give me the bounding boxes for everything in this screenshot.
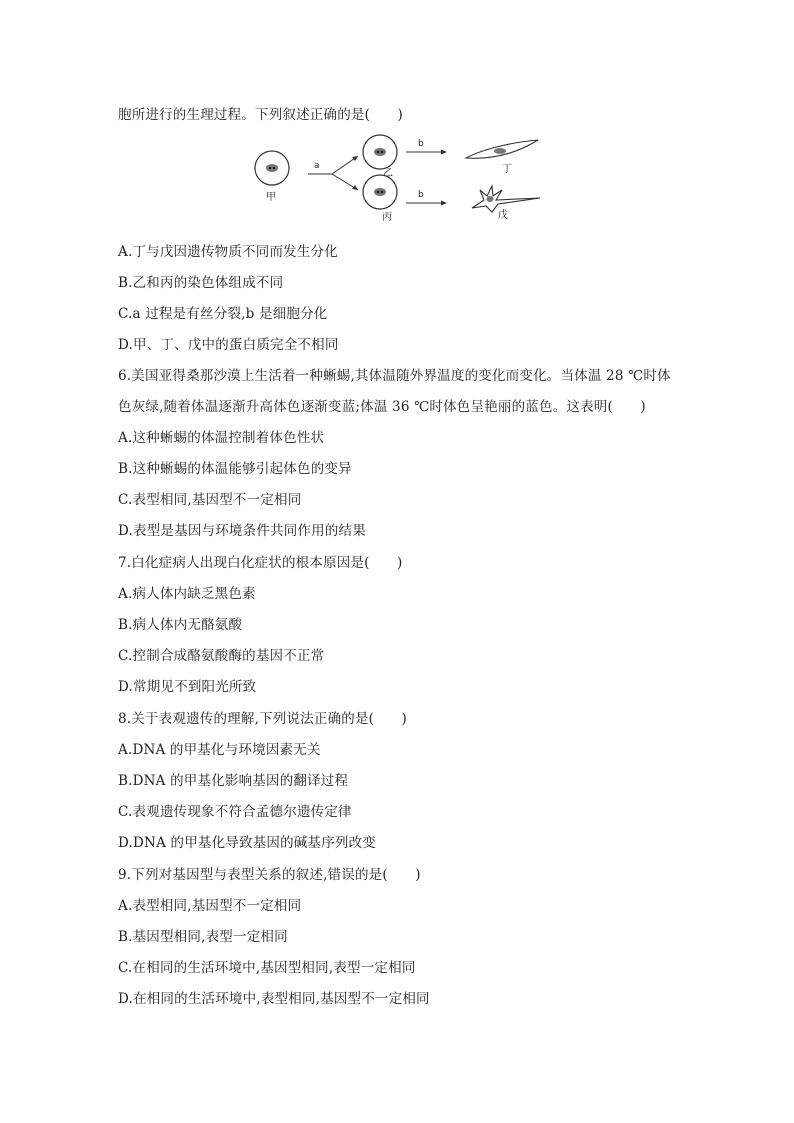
- arrow-b-bottom: [406, 201, 447, 206]
- label-b-bottom: b: [418, 190, 424, 200]
- label-ding: 丁: [502, 164, 512, 175]
- q7-option-c: C.控制合成酪氨酸酶的基因不正常: [118, 648, 325, 664]
- q7-option-a: A.病人体内缺乏黑色素: [118, 586, 256, 602]
- cell-bing: [363, 175, 397, 209]
- cell-wu: [472, 186, 540, 212]
- q5-option-a: A.丁与戊因遗传物质不同而发生分化: [118, 244, 338, 260]
- q8-option-b: B.DNA 的甲基化影响基因的翻译过程: [118, 773, 349, 789]
- q6-option-b: B.这种蜥蜴的体温能够引起体色的变异: [118, 461, 352, 477]
- label-wu: 戊: [498, 210, 508, 221]
- arrow-b-top: [406, 150, 447, 155]
- q6-option-d: D.表型是基因与环境条件共同作用的结果: [118, 523, 366, 539]
- q8-option-a: A.DNA 的甲基化与环境因素无关: [118, 742, 321, 758]
- q5-option-b: B.乙和丙的染色体组成不同: [118, 275, 284, 291]
- q9-option-d: D.在相同的生活环境中,表型相同,基因型不一定相同: [118, 991, 430, 1007]
- label-yi: 乙: [383, 168, 393, 179]
- q6-stem-line-2: 色灰绿,随着体温逐渐升高体色逐渐变蓝;体温 36 ℃时体色呈艳丽的蓝色。这表明( ): [118, 399, 646, 415]
- label-a: a: [314, 161, 320, 171]
- q6-option-c: C.表型相同,基因型不一定相同: [118, 492, 302, 508]
- question-intro-line: 胞所进行的生理过程。下列叙述正确的是( ): [118, 107, 403, 123]
- cell-yi: [363, 135, 397, 169]
- label-b-top: b: [418, 139, 424, 149]
- q7-option-d: D.常期见不到阳光所致: [118, 679, 257, 695]
- cell-differentiation-diagram: [240, 130, 550, 225]
- q9-option-b: B.基因型相同,表型一定相同: [118, 929, 288, 945]
- q8-option-d: D.DNA 的甲基化导致基因的碱基序列改变: [118, 835, 377, 851]
- q6-stem-line-1: 6.美国亚得桑那沙漠上生活着一种蜥蜴,其体温随外界温度的变化而变化。当体温 28 ℃时体: [118, 368, 671, 384]
- q8-option-c: C.表观遗传现象不符合孟德尔遗传定律: [118, 804, 352, 820]
- q9-option-c: C.在相同的生活环境中,基因型相同,表型一定相同: [118, 960, 416, 976]
- cell-jia: [255, 151, 289, 185]
- q9-option-a: A.表型相同,基因型不一定相同: [118, 898, 302, 914]
- q7-option-b: B.病人体内无酪氨酸: [118, 617, 243, 633]
- label-bing: 丙: [382, 212, 392, 223]
- q7-stem: 7.白化症病人出现白化症状的根本原因是( ): [118, 555, 403, 571]
- q5-option-c: C.a 过程是有丝分裂,b 是细胞分化: [118, 306, 328, 322]
- q9-stem: 9.下列对基因型与表型关系的叙述,错误的是( ): [118, 867, 421, 883]
- q6-option-a: A.这种蜥蜴的体温控制着体色性状: [118, 430, 325, 446]
- label-jia: 甲: [266, 192, 276, 203]
- q8-stem: 8.关于表观遗传的理解,下列说法正确的是( ): [118, 711, 408, 727]
- q5-option-d: D.甲、丁、戊中的蛋白质完全不相同: [118, 337, 339, 353]
- cell-ding: [466, 140, 538, 158]
